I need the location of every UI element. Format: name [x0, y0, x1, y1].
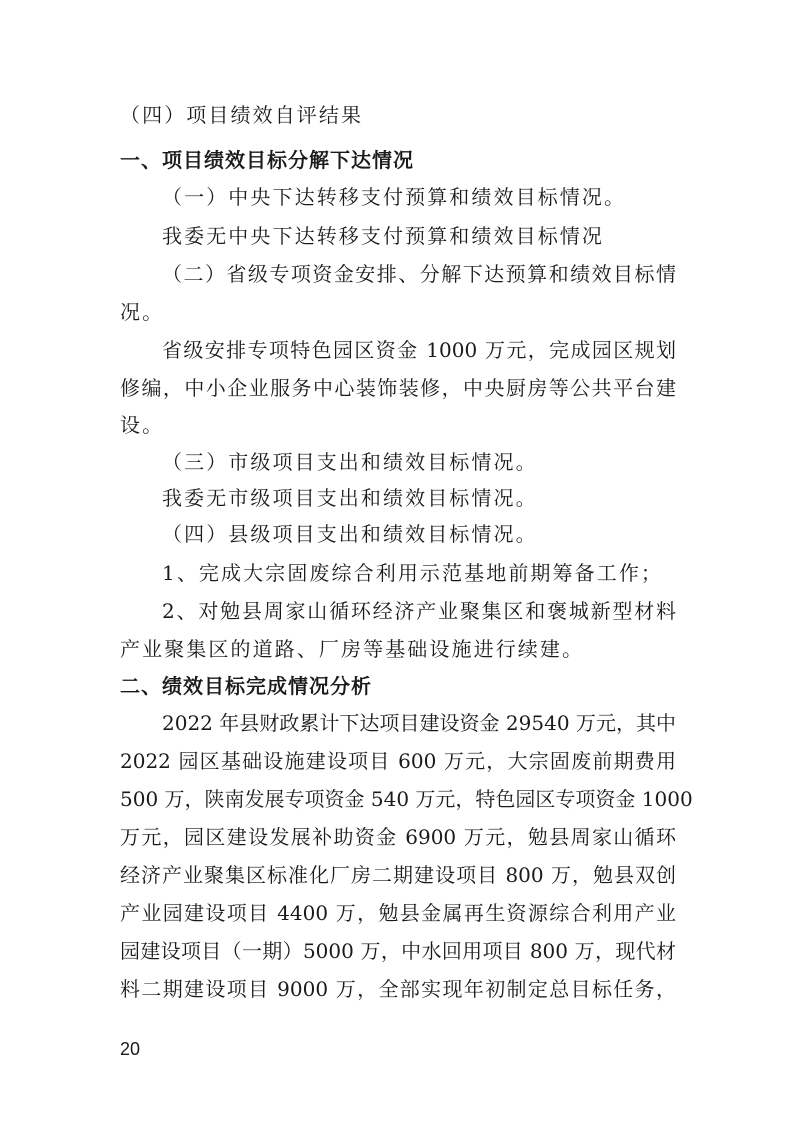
- paragraph-line: 料二期建设项目 9000 万，全部实现年初制定总目标任务，: [120, 977, 676, 1001]
- paragraph-line: 万元，园区建设发展补助资金 6900 万元，勉县周家山循环: [120, 825, 676, 849]
- paragraph-line: 2022 年县财政累计下达项目建设资金 29540 万元，其中: [162, 711, 676, 735]
- paragraph-line: 我委无市级项目支出和绩效目标情况。: [162, 486, 538, 510]
- paragraph-line: （四）县级项目支出和绩效目标情况。: [162, 522, 538, 546]
- paragraph-line: 2022 园区基础设施建设项目 600 万元，大宗固废前期费用: [120, 749, 676, 773]
- paragraph-line: 况。: [120, 300, 165, 324]
- paragraph-line: （一）中央下达转移支付预算和绩效目标情况。: [162, 185, 627, 209]
- paragraph-line: 经济产业聚集区标准化厂房二期建设项目 800 万，勉县双创: [120, 863, 676, 887]
- paragraph-line: 产业园建设项目 4400 万，勉县金属再生资源综合利用产业: [120, 901, 676, 925]
- page-number: 20: [120, 1039, 141, 1059]
- paragraph-line: 1、完成大宗固废综合利用示范基地前期筹备工作；: [162, 561, 664, 585]
- paragraph-line: 2、对勉县周家山循环经济产业聚集区和褒城新型材料: [162, 599, 676, 623]
- section-heading-1: 一、项目绩效目标分解下达情况: [120, 148, 414, 172]
- subsection-title: （四）项目绩效自评结果: [120, 103, 364, 127]
- paragraph-line: （三）市级项目支出和绩效目标情况。: [162, 450, 538, 474]
- paragraph-line: 省级安排专项特色园区资金 1000 万元，完成园区规划: [162, 338, 676, 362]
- paragraph-line: （二）省级专项资金安排、分解下达预算和绩效目标情: [162, 262, 676, 286]
- paragraph-line: 修编，中小企业服务中心装饰装修，中央厨房等公共平台建: [120, 376, 676, 400]
- paragraph-line: 我委无中央下达转移支付预算和绩效目标情况: [162, 224, 604, 248]
- paragraph-line: 设。: [120, 413, 165, 437]
- paragraph-line: 500 万，陕南发展专项资金 540 万元，特色园区专项资金 1000: [120, 787, 693, 811]
- paragraph-line: 园建设项目（一期）5000 万，中水回用项目 800 万，现代材: [120, 939, 676, 963]
- paragraph-line: 产业聚集区的道路、厂房等基础设施进行续建。: [120, 637, 585, 661]
- section-heading-2: 二、绩效目标完成情况分析: [120, 674, 372, 698]
